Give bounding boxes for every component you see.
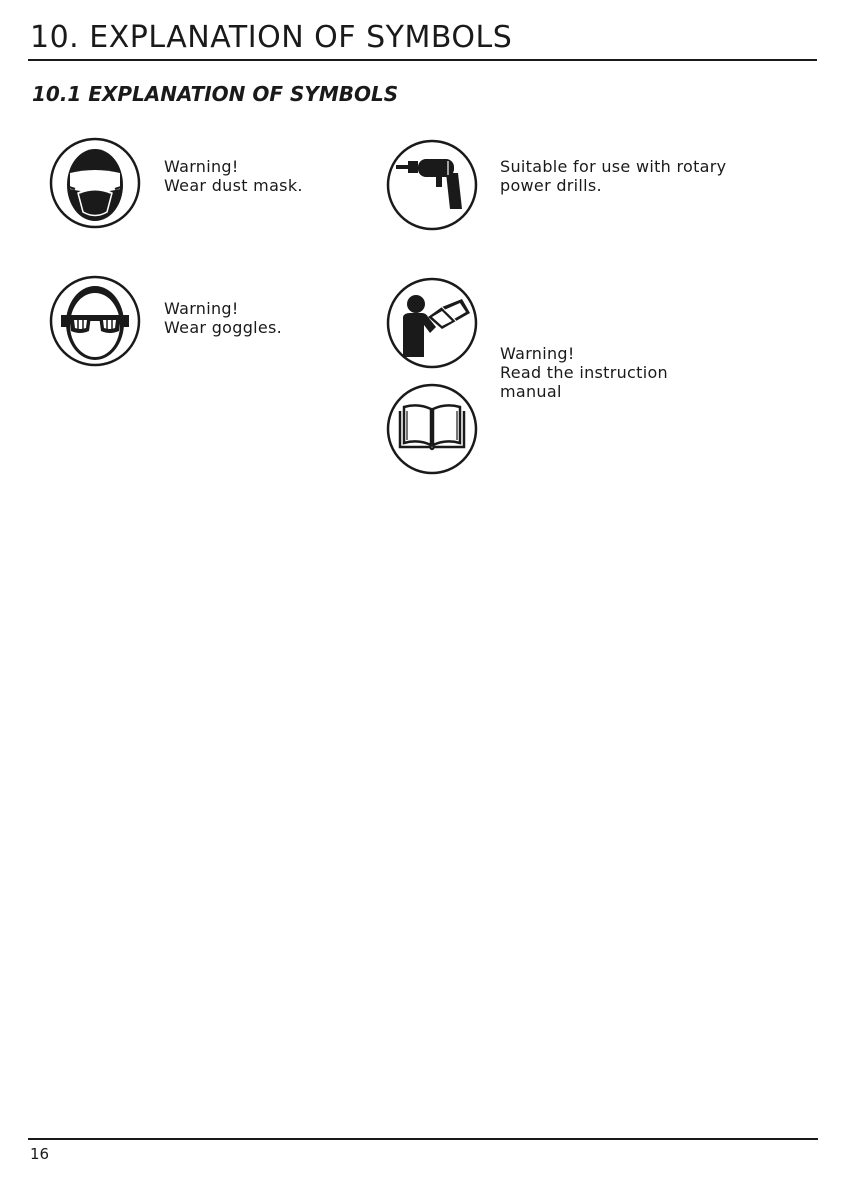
- goggles-text-line-2: Wear goggles.: [164, 318, 283, 337]
- power-drill-text-line-2: power drills.: [500, 176, 602, 195]
- footer-divider: [28, 1138, 818, 1140]
- manual-text-line-1: Warning!: [500, 344, 575, 363]
- person-reading-icon: [386, 277, 478, 369]
- manual-text-line-3: manual: [500, 382, 562, 401]
- goggles-text-line-1: Warning!: [164, 299, 239, 318]
- dust-mask-text-line-2: Wear dust mask.: [164, 176, 303, 195]
- power-drill-description: [500, 157, 726, 195]
- page-number: 16: [30, 1145, 50, 1163]
- goggles-icon: [49, 275, 141, 367]
- manual-text-line-2: Read the instruction: [500, 363, 668, 382]
- power-drill-text-line-1: Suitable for use with rotary: [500, 157, 727, 176]
- dust-mask-text-line-1: Warning!: [164, 157, 239, 176]
- title-divider: [28, 59, 817, 61]
- power-drill-icon: [386, 139, 478, 231]
- dust-mask-description: [164, 157, 303, 195]
- section-subtitle: 10.1 EXPLANATION OF SYMBOLS: [32, 82, 399, 106]
- goggles-description: [164, 299, 282, 337]
- manual-book-icon: [386, 383, 478, 475]
- page-title: 10. EXPLANATION OF SYMBOLS: [30, 20, 513, 55]
- manual-description: [500, 344, 668, 401]
- dust-mask-icon: [49, 137, 141, 229]
